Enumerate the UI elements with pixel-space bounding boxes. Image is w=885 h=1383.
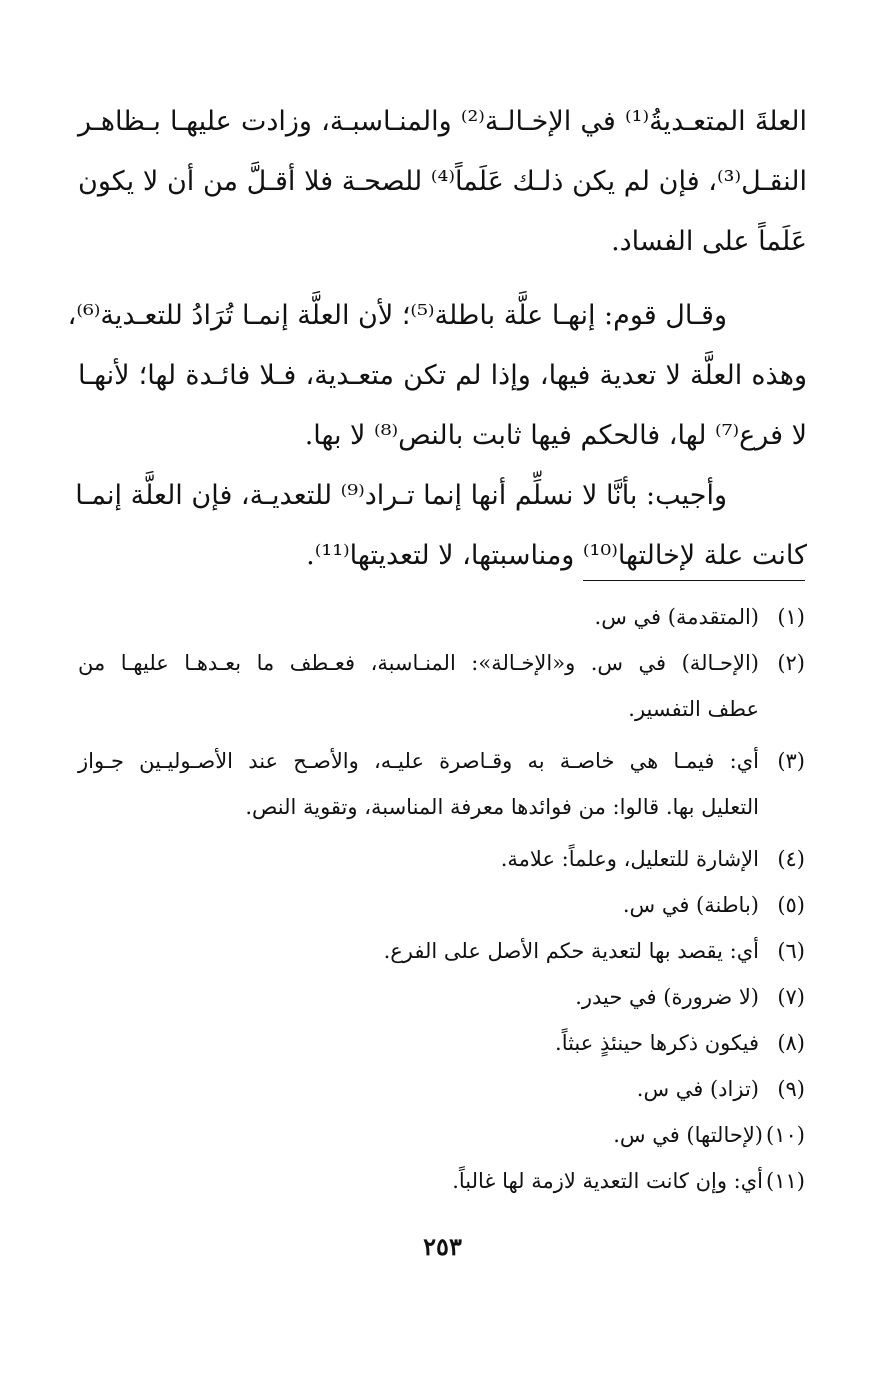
footnote-number: (٦) [777, 939, 805, 963]
footnote-number: (٤) [777, 847, 805, 871]
footnote-7 [78, 974, 805, 1020]
footnote-text: (لإحالتها) في س. [613, 1123, 763, 1147]
footnote-text: عطف التفسير. [628, 697, 759, 721]
footnote-number: (٣) [777, 749, 805, 773]
footnote-5 [78, 882, 805, 928]
footnote-number: (٧) [777, 985, 805, 1009]
footnote-text: أي: يقصد بها لتعدية حكم الأصل على الفرع. [383, 939, 759, 963]
page-number: ٢٥٣ [423, 1232, 462, 1261]
footnote-number: (١٠) [766, 1123, 805, 1147]
footnote-number: (١١) [766, 1169, 805, 1193]
footnote-number: (٨) [777, 1031, 805, 1055]
footnote-3 [78, 738, 805, 830]
text-line: وقـال قوم: إنهـا علَّة باطلة⁽⁵⁾؛ لأن العلَّة إنمـا تُرَادُ للتعـدية⁽⁶⁾، [67, 300, 727, 331]
footnote-1 [78, 594, 805, 640]
footnote-11 [78, 1158, 805, 1204]
footnote-text: الإشارة للتعليل، وعلماً: علامة. [500, 847, 759, 871]
footnote-9 [78, 1066, 805, 1112]
footnote-number: (٢) [777, 651, 805, 675]
footnote-separator [583, 580, 805, 581]
paragraph-3 [75, 466, 807, 586]
footnote-10 [78, 1112, 805, 1158]
footnote-8 [78, 1020, 805, 1066]
paragraph-2 [67, 286, 807, 466]
text-line: العلةَ المتعـديةُ⁽¹⁾ في الإخـالـة⁽²⁾ والمنـاسبـة، وزادت عليهـا بـظاهـر [78, 106, 807, 137]
footnote-6 [78, 928, 805, 974]
paragraph-1 [78, 92, 807, 272]
text-line: كانت علة لإخالتها⁽¹⁰⁾ ومناسبتها، لا لتعديتها⁽¹¹⁾. [306, 540, 807, 571]
text-line: وأجيب: بأنَّا لا نسلِّم أنها إنما تـراد⁽⁹⁾ للتعديـة، فإن العلَّة إنمـا [75, 480, 727, 511]
footnote-text: (الإحـالة) في س. و«الإخـالة»: المنـاسبة، فعـطف ما بعـدهـا عليهـا من [78, 651, 759, 675]
footnote-text: (باطنة) في س. [622, 893, 759, 917]
footnote-4 [78, 836, 805, 882]
footnote-text: (تزاد) في س. [636, 1077, 759, 1101]
footnote-text: (المتقدمة) في س. [594, 605, 759, 629]
text-line: عَلَماً على الفساد. [611, 226, 807, 257]
footnote-text: أي: وإن كانت التعدية لازمة لها غالباً. [452, 1169, 763, 1193]
text-line: النقـل⁽³⁾، فإن لم يكن ذلـك عَلَماً⁽⁴⁾ للصحـة فلا أقـلَّ من أن لا يكون [78, 166, 807, 197]
footnote-number: (٩) [777, 1077, 805, 1101]
footnote-number: (١) [777, 605, 805, 629]
main-text [67, 92, 807, 586]
footnote-text: أي: فيمـا هي خاصـة به وقـاصرة عليـه، والأصـح عند الأصـوليـين جـواز [78, 749, 759, 773]
text-line: وهذه العلَّة لا تعدية فيها، وإذا لم تكن متعـدية، فـلا فائـدة لها؛ لأنهـا [78, 360, 807, 391]
footnote-number: (٥) [777, 893, 805, 917]
footnote-text: (لا ضرورة) في حيدر. [575, 985, 759, 1009]
footnote-text: فيكون ذكرها حينئذٍ عبثاً. [555, 1031, 759, 1055]
text-line: لا فرع⁽⁷⁾ لها، فالحكم فيها ثابت بالنص⁽⁸⁾ لا بها. [304, 420, 807, 451]
footnote-text: التعليل بها. قالوا: من فوائدها معرفة المناسبة، وتقوية النص. [245, 795, 759, 819]
footnote-2 [78, 640, 805, 732]
footnotes [78, 594, 805, 1204]
